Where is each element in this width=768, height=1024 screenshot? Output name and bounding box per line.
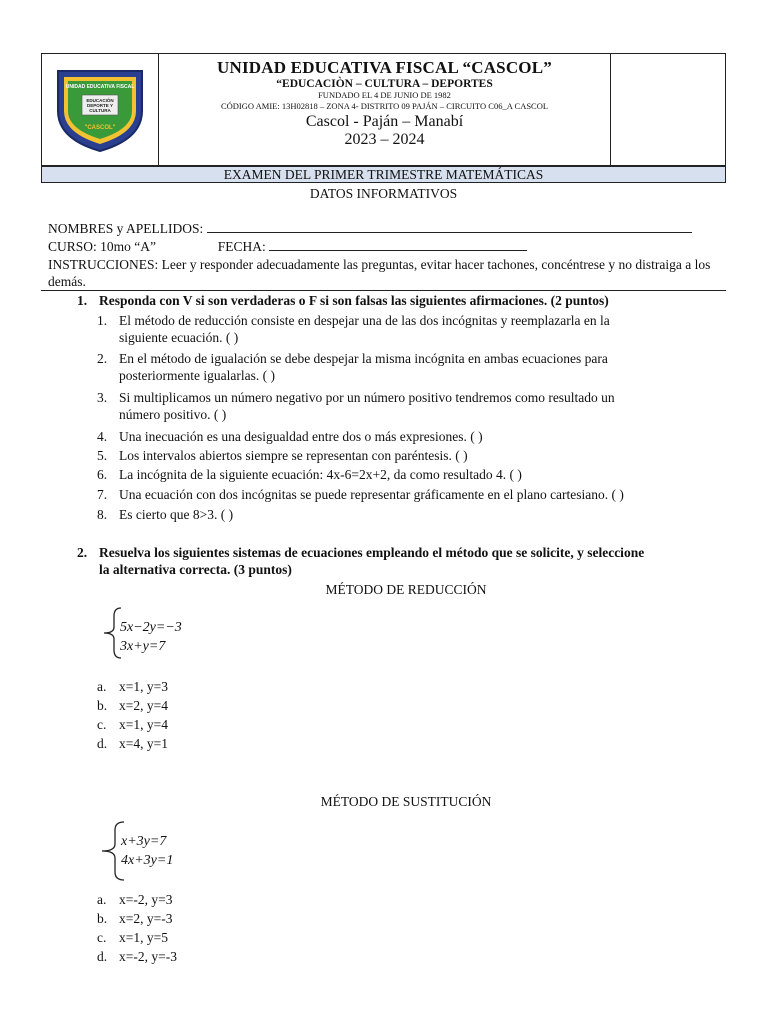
question-2-title: Resuelva los siguientes sistemas de ecuaciones empleando el método que se solicite, y seleccione la alternativa correcta. (3 puntos) [99,545,645,577]
logo-cell [42,54,159,165]
crest-mid-text: EDUCACIÓN [86,98,114,103]
names-label: NOMBRES y APELLIDOS: [48,221,204,236]
method-reduction-title: MÉTODO DE REDUCCIÓN [325,582,487,597]
option-c[interactable]: c. x=1, y=5 [97,930,168,945]
item-number: 2. [97,351,108,366]
item-text: La incógnita de la siguiente ecuación: 4x-6=2x+2, da como resultado 4. ( ) [119,467,522,482]
founded-text: FUNDADO EL 4 DE JUNIO DE 1982 [318,90,451,100]
section-title: DATOS INFORMATIVOS [309,186,458,201]
question-2-number: 2. [77,545,88,560]
course-label: CURSO: 10mo “A” [48,239,156,254]
location-text: Cascol - Paján – Manabí [305,113,464,130]
question-1-title: Responda con V si son verdaderas o F si son falsas las siguientes afirmaciones. (2 puntos) [99,293,609,308]
item-text: Una inecuación es una desigualdad entre dos o más expresiones. ( ) [119,429,483,444]
instructions: INSTRUCCIONES: Leer y responder adecuadamente las preguntas, evitar hacer tachones, concéntrese y no distraiga a los demás. [48,257,711,289]
equation-2: 4x+3y=1 [121,853,174,868]
school-year: 2023 – 2024 [344,131,425,148]
crest-top-text: UNIDAD EDUCATIVA FISCAL [65,84,135,90]
school-name: UNIDAD EDUCATIVA FISCAL “CASCOL” [217,58,552,77]
option-b[interactable]: b. x=2, y=4 [97,698,168,713]
option-a[interactable]: a. x=1, y=3 [97,679,168,694]
school-motto: “EDUCACIÒN – CULTURA – DEPORTES [276,78,493,90]
option-b[interactable]: b. x=2, y=-3 [97,911,173,926]
item-number: 7. [97,487,108,502]
option-d[interactable]: d. x=-2, y=-3 [97,949,177,964]
date-field[interactable] [269,238,527,251]
school-crest-icon [54,65,146,153]
svg-text:DEPORTE Y: DEPORTE Y [87,103,113,108]
item-text: Es cierto que 8>3. ( ) [119,507,234,522]
item-text: Una ecuación con dos incógnitas se puede representar gráficamente en el plano cartesiano. ( ) [119,487,624,502]
item-number: 3. [97,390,108,405]
equation-1: 5x−2y=−3 [120,620,182,635]
empty-header-cell [610,54,725,165]
question-1-number: 1. [77,293,88,308]
item-text: El método de reducción consiste en despejar una de las dos incógnitas y reemplazarla en la siguiente ecuación. ( ) [119,313,610,345]
names-field[interactable] [207,220,692,233]
crest-bottom-text: "CASCOL" [84,125,116,131]
option-a[interactable]: a. x=-2, y=3 [97,892,173,907]
course-row [48,238,728,255]
amie-code: CÓDIGO AMIE: 13H02818 – ZONA 4- DISTRITO 09 PAJÁN – CIRCUITO C06_A CASCOL [220,101,549,111]
date-label: FECHA: [217,239,266,254]
names-row [48,220,728,237]
item-text: Los intervalos abiertos siempre se representan con paréntesis. ( ) [119,448,468,463]
option-c[interactable]: c. x=1, y=4 [97,717,168,732]
exam-title-bar: EXAMEN DEL PRIMER TRIMESTRE MATEMÁTICAS [41,166,726,183]
item-number: 4. [97,429,108,444]
item-number: 6. [97,467,108,482]
item-number: 8. [97,507,108,522]
svg-text:CULTURA: CULTURA [89,108,111,113]
item-text: En el método de igualación se debe despejar la misma incógnita en ambas ecuaciones para posteriormente igualarlas. ( ) [119,351,608,383]
option-d[interactable]: d. x=4, y=1 [97,736,168,751]
item-text: Si multiplicamos un número negativo por un número positivo tendremos como resultado un número positivo. ( ) [119,390,615,422]
equation-2: 3x+y=7 [120,639,166,654]
header-table [41,53,726,166]
header-text-cell [158,54,611,165]
item-number: 5. [97,448,108,463]
item-number: 1. [97,313,108,328]
equation-1: x+3y=7 [121,834,167,849]
divider [41,290,726,291]
method-substitution-title: MÉTODO DE SUSTITUCIÓN [320,794,492,809]
